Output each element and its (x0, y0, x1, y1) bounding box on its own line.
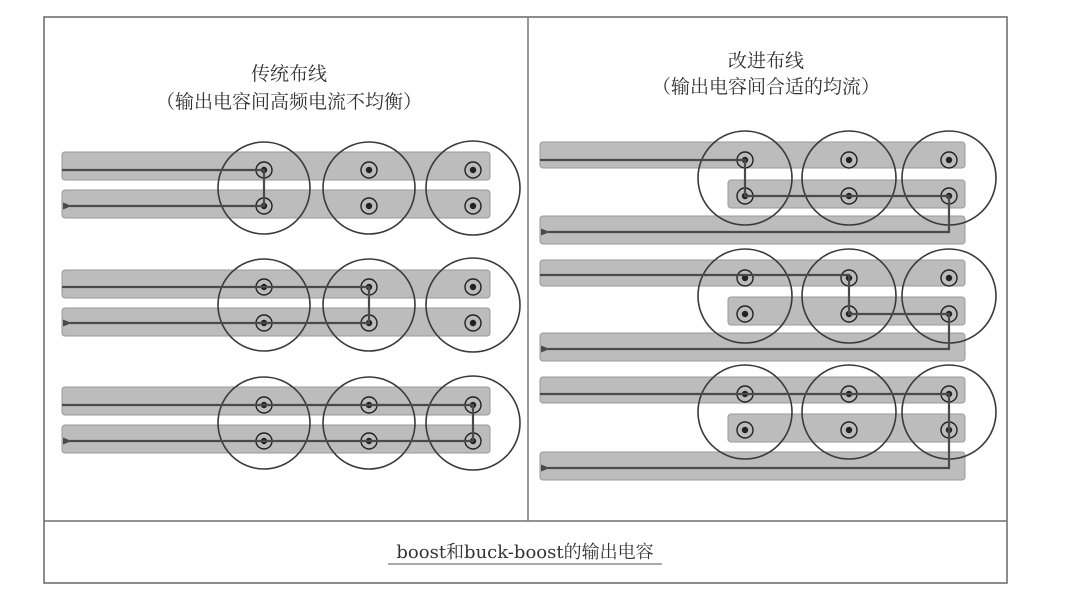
traditional-row-3 (62, 376, 520, 470)
improved-row-2 (540, 249, 996, 361)
return-trace (540, 216, 965, 244)
capacitor-pad-center (470, 167, 476, 173)
capacitor-pad-center (470, 320, 476, 326)
capacitor-pad-center (470, 203, 476, 209)
capacitor-pad-center (470, 284, 476, 290)
improved-row-3 (540, 365, 996, 480)
capacitor-pad-center (742, 427, 748, 433)
right-panel-title: 改进布线 (727, 50, 805, 72)
return-trace (540, 452, 965, 480)
capacitor-pad-center (946, 275, 952, 281)
input-trace (62, 270, 490, 298)
traditional-row-1 (62, 141, 520, 235)
figure-caption: boost和buck-boost的输出电容 (396, 542, 654, 563)
capacitor-pad-center (946, 157, 952, 163)
traditional-row-2 (62, 258, 520, 352)
left-panel-traditional-layout (62, 141, 520, 470)
capacitor-return-trace (728, 297, 965, 325)
capacitor-pad-center (742, 311, 748, 317)
left-panel-title: 传统布线 (250, 63, 328, 85)
input-trace (62, 152, 490, 180)
right-panel-subtitle: （输出电容间合适的均流） (651, 76, 881, 98)
capacitor-pad-center (366, 167, 372, 173)
return-trace (540, 333, 965, 361)
input-trace (62, 387, 490, 415)
capacitor-pad-center (366, 203, 372, 209)
improved-row-1 (540, 131, 996, 244)
right-panel-improved-layout (540, 131, 996, 480)
left-panel-subtitle: （输出电容间高频电流不均衡） (155, 91, 423, 113)
capacitor-pad-center (846, 427, 852, 433)
capacitor-pad-center (846, 157, 852, 163)
